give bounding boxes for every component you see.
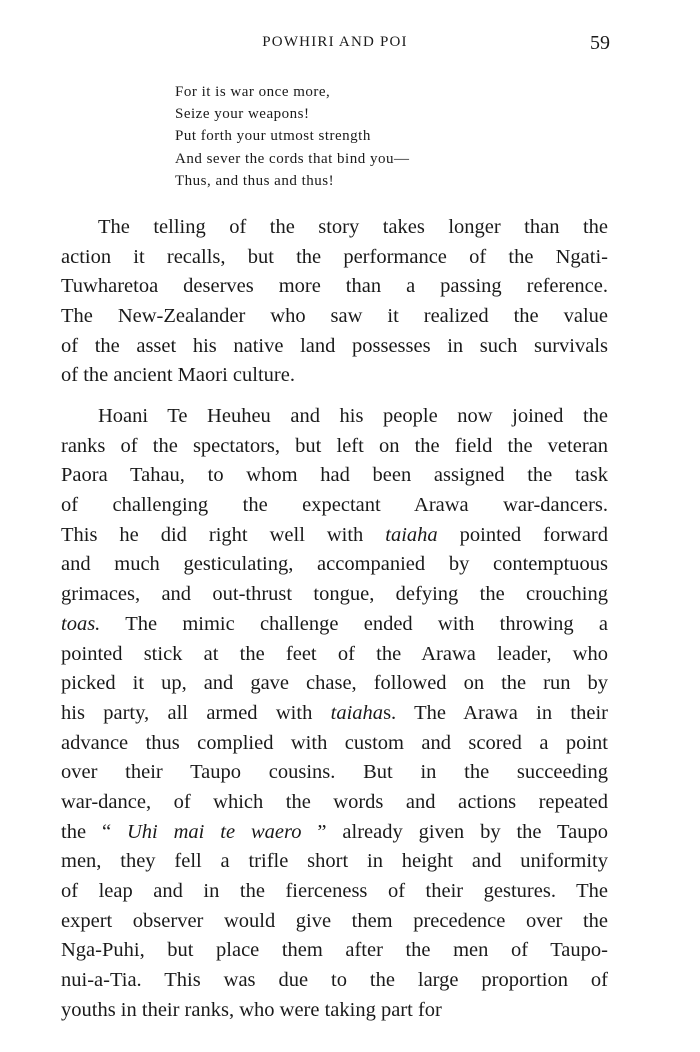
text-line: of the asset his native land possesses in such survivals: [61, 334, 608, 357]
text-line: of challenging the expectant Arawa war-dancers.: [61, 494, 608, 517]
text-line: and much gesticulating, accompanied by contemptuous: [61, 553, 608, 576]
text-line: youths in their ranks, who were taking part for: [61, 998, 442, 1021]
text-line: Nga-Puhi, but place them after the men of Taupo-: [61, 939, 608, 962]
text-line: Tuwharetoa deserves more than a passing reference.: [61, 275, 608, 298]
running-title: POWHIRI AND POI: [262, 34, 408, 50]
text-line: action it recalls, but the performance of the Ngati-: [61, 245, 608, 268]
text-line: Hoani Te Heuheu and his people now joined the: [98, 405, 608, 427]
text-line: over their Taupo cousins. But in the succeeding: [61, 761, 608, 784]
paragraph-2: [61, 402, 608, 1025]
running-head: [60, 32, 610, 56]
italic-term: taiaha: [385, 523, 438, 546]
italic-term: taiaha: [330, 701, 384, 724]
text-line: pointed stick at the feet of the Arawa leader, who: [61, 642, 608, 665]
text-line: This he did right well with taiaha pointed forward: [61, 523, 609, 546]
italic-term: Uhi mai te waero: [126, 820, 302, 843]
verse-line: Seize your weapons!: [175, 106, 310, 123]
text-line: advance thus complied with custom and scored a point: [61, 731, 608, 754]
text-line: The telling of the story takes longer than the: [98, 216, 608, 238]
text-line: war-dance, of which the words and actions repeated: [61, 790, 608, 813]
text-line: of the ancient Maori culture.: [61, 364, 295, 387]
verse-line: And sever the cords that bind you—: [175, 150, 410, 167]
text-line: of leap and in the fierceness of their gestures. The: [61, 880, 608, 902]
paragraph-1: [61, 213, 608, 391]
page-number: 59: [590, 32, 610, 54]
text-line: picked it up, and gave chase, followed on the run by: [61, 672, 608, 695]
text-line: Paora Tahau, to whom had been assigned the task: [61, 464, 608, 487]
text-line: grimaces, and out-thrust tongue, defying the crouching: [61, 583, 608, 606]
text-line: ranks of the spectators, but left on the field the veteran: [61, 434, 608, 457]
verse-line: For it is war once more,: [175, 84, 331, 100]
text-line: toas. The mimic challenge ended with throwing a: [61, 612, 608, 635]
text-line: expert observer would give them precedence over the: [61, 909, 608, 932]
text-line: his party, all armed with taiahas. The Arawa in their: [61, 701, 608, 724]
text-line: nui-a-Tia. This was due to the large proportion of: [61, 969, 608, 992]
text-line: the “ Uhi mai te waero ” already given by the Taupo: [61, 820, 608, 843]
verse-line: Put forth your utmost strength: [175, 128, 371, 145]
verse-block: [175, 81, 555, 192]
verse-line: Thus, and thus and thus!: [175, 172, 335, 189]
italic-term: toas.: [61, 612, 101, 635]
text-line: men, they fell a trifle short in height and uniformity: [61, 850, 608, 873]
text-line: The New-Zealander who saw it realized the value: [61, 305, 608, 328]
